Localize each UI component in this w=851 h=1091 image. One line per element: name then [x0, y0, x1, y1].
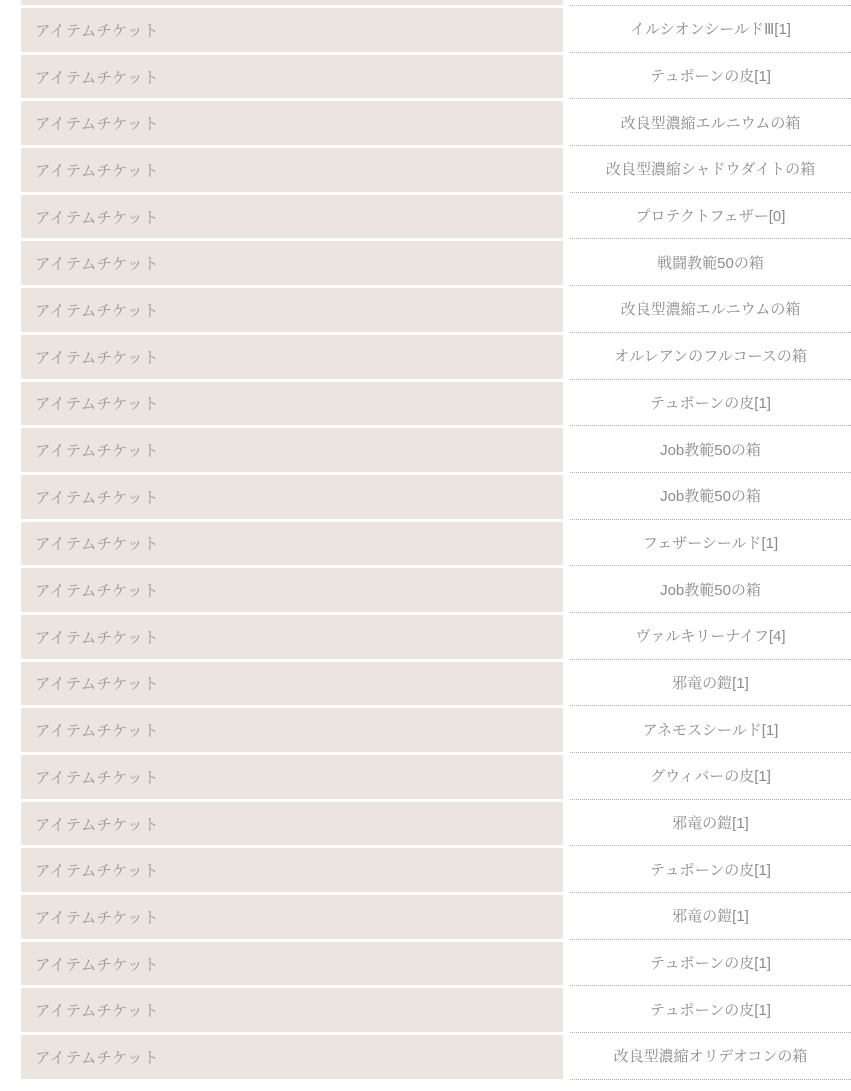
ticket-type-label: アイテムチケット: [35, 256, 160, 274]
table-row: [0, 285, 851, 332]
item-name-label: テュポーンの皮[1]: [650, 68, 771, 86]
item-name-cell: [570, 1032, 851, 1079]
ticket-type-label: アイテムチケット: [35, 22, 160, 40]
ticket-type-cell: [21, 802, 563, 846]
ticket-type-label: アイテムチケット: [35, 909, 160, 927]
ticket-type-cell: [21, 942, 563, 986]
ticket-type-label: アイテムチケット: [35, 396, 160, 414]
table-bottom-border: [570, 1079, 851, 1080]
table-row: [0, 705, 851, 752]
table-row: [0, 845, 851, 892]
item-name-cell: [570, 519, 851, 566]
item-name-label: プロテクトフェザー[0]: [635, 208, 786, 226]
item-name-label: オルレアンのフルコースの箱: [614, 348, 807, 366]
item-name-cell: [570, 285, 851, 332]
item-name-cell: [570, 238, 851, 285]
ticket-type-label: アイテムチケット: [35, 536, 160, 554]
ticket-type-cell: [21, 988, 563, 1032]
item-name-cell: [570, 705, 851, 752]
item-name-cell: [570, 985, 851, 1032]
item-name-label: Job教範50の箱: [660, 441, 761, 459]
ticket-type-cell: [21, 288, 563, 332]
item-name-cell: [570, 565, 851, 612]
item-name-label: 邪竜の鎧[1]: [672, 815, 749, 833]
table-row: [0, 5, 851, 52]
item-name-label: 邪竜の鎧[1]: [672, 908, 749, 926]
ticket-type-label: アイテムチケット: [35, 489, 160, 507]
table-row: [0, 425, 851, 472]
table-row: [0, 379, 851, 426]
item-name-label: グウィバーの皮[1]: [650, 768, 771, 786]
ticket-type-label: アイテムチケット: [35, 723, 160, 741]
ticket-type-cell: [21, 895, 563, 939]
table-row: [0, 892, 851, 939]
ticket-type-cell: [21, 382, 563, 426]
item-name-label: 改良型濃縮シャドウダイトの箱: [605, 161, 816, 179]
table-row: [0, 98, 851, 145]
item-name-label: イルシオンシールドⅢ[1]: [630, 21, 791, 39]
table-row: [0, 1032, 851, 1079]
ticket-type-label: アイテムチケット: [35, 162, 160, 180]
table-row: [0, 52, 851, 99]
item-name-label: 改良型濃縮エルニウムの箱: [620, 114, 801, 132]
item-name-cell: [570, 379, 851, 426]
ticket-type-cell: [21, 241, 563, 285]
table-row: [0, 519, 851, 566]
table-row: [0, 238, 851, 285]
item-name-label: テュポーンの皮[1]: [650, 955, 771, 973]
ticket-type-label: アイテムチケット: [35, 302, 160, 320]
table-row: [0, 192, 851, 239]
ticket-type-cell: [21, 1035, 563, 1079]
ticket-type-label: アイテムチケット: [35, 349, 160, 367]
ticket-type-label: アイテムチケット: [35, 1049, 160, 1067]
table-row: [0, 939, 851, 986]
ticket-type-label: アイテムチケット: [35, 676, 160, 694]
table-row: [0, 332, 851, 379]
item-name-cell: [570, 659, 851, 706]
ticket-type-cell: [21, 195, 563, 239]
table-row: [0, 565, 851, 612]
table-row: [0, 752, 851, 799]
table-row: [0, 659, 851, 706]
ticket-type-label: アイテムチケット: [35, 583, 160, 601]
ticket-type-cell: [21, 475, 563, 519]
ticket-type-label: アイテムチケット: [35, 956, 160, 974]
ticket-type-cell: [21, 101, 563, 145]
table-row: [0, 145, 851, 192]
ticket-type-cell: [21, 662, 563, 706]
ticket-type-label: アイテムチケット: [35, 209, 160, 227]
ticket-type-label: アイテムチケット: [35, 116, 160, 134]
table-row: [0, 612, 851, 659]
item-name-label: ヴァルキリーナイフ[4]: [635, 628, 786, 646]
item-name-label: 改良型濃縮オリデオコンの箱: [613, 1048, 808, 1066]
item-name-cell: [570, 612, 851, 659]
ticket-type-label: アイテムチケット: [35, 69, 160, 87]
table-row: [0, 799, 851, 846]
item-name-cell: [570, 52, 851, 99]
ticket-type-cell: [21, 848, 563, 892]
ticket-type-label: アイテムチケット: [35, 629, 160, 647]
ticket-type-cell: [21, 708, 563, 752]
ticket-type-cell: [21, 568, 563, 612]
item-name-cell: [570, 752, 851, 799]
item-name-cell: [570, 425, 851, 472]
item-name-cell: [570, 939, 851, 986]
ticket-type-cell: [21, 522, 563, 566]
item-name-label: 改良型濃縮エルニウムの箱: [620, 301, 801, 319]
item-name-label: フェザーシールド[1]: [642, 534, 779, 552]
ticket-type-cell: [21, 428, 563, 472]
table-row: [0, 472, 851, 519]
item-name-label: テュポーンの皮[1]: [650, 1001, 771, 1019]
ticket-type-cell: [21, 8, 563, 52]
ticket-type-cell: [21, 335, 563, 379]
item-name-cell: [570, 472, 851, 519]
item-name-label: テュポーンの皮[1]: [650, 861, 771, 879]
ticket-type-cell: [21, 148, 563, 192]
item-name-label: アネモスシールド[1]: [642, 721, 779, 739]
item-name-label: 邪竜の鎧[1]: [672, 674, 749, 692]
item-name-cell: [570, 98, 851, 145]
item-name-cell: [570, 845, 851, 892]
item-name-label: テュポーンの皮[1]: [650, 394, 771, 412]
item-name-cell: [570, 892, 851, 939]
item-name-cell: [570, 799, 851, 846]
ticket-type-label: アイテムチケット: [35, 769, 160, 787]
ticket-type-cell: [21, 55, 563, 99]
item-name-cell: [570, 5, 851, 52]
ticket-type-label: アイテムチケット: [35, 1003, 160, 1021]
item-name-label: 戦闘教範50の箱: [657, 254, 764, 272]
item-name-cell: [570, 332, 851, 379]
ticket-type-cell: [21, 615, 563, 659]
table-row: [0, 985, 851, 1032]
ticket-type-label: アイテムチケット: [35, 443, 160, 461]
ticket-type-label: アイテムチケット: [35, 816, 160, 834]
item-name-cell: [570, 145, 851, 192]
item-name-cell: [570, 192, 851, 239]
item-name-label: Job教範50の箱: [660, 581, 761, 599]
ticket-type-label: アイテムチケット: [35, 863, 160, 881]
item-name-label: Job教範50の箱: [660, 488, 761, 506]
ticket-type-cell: [21, 755, 563, 799]
